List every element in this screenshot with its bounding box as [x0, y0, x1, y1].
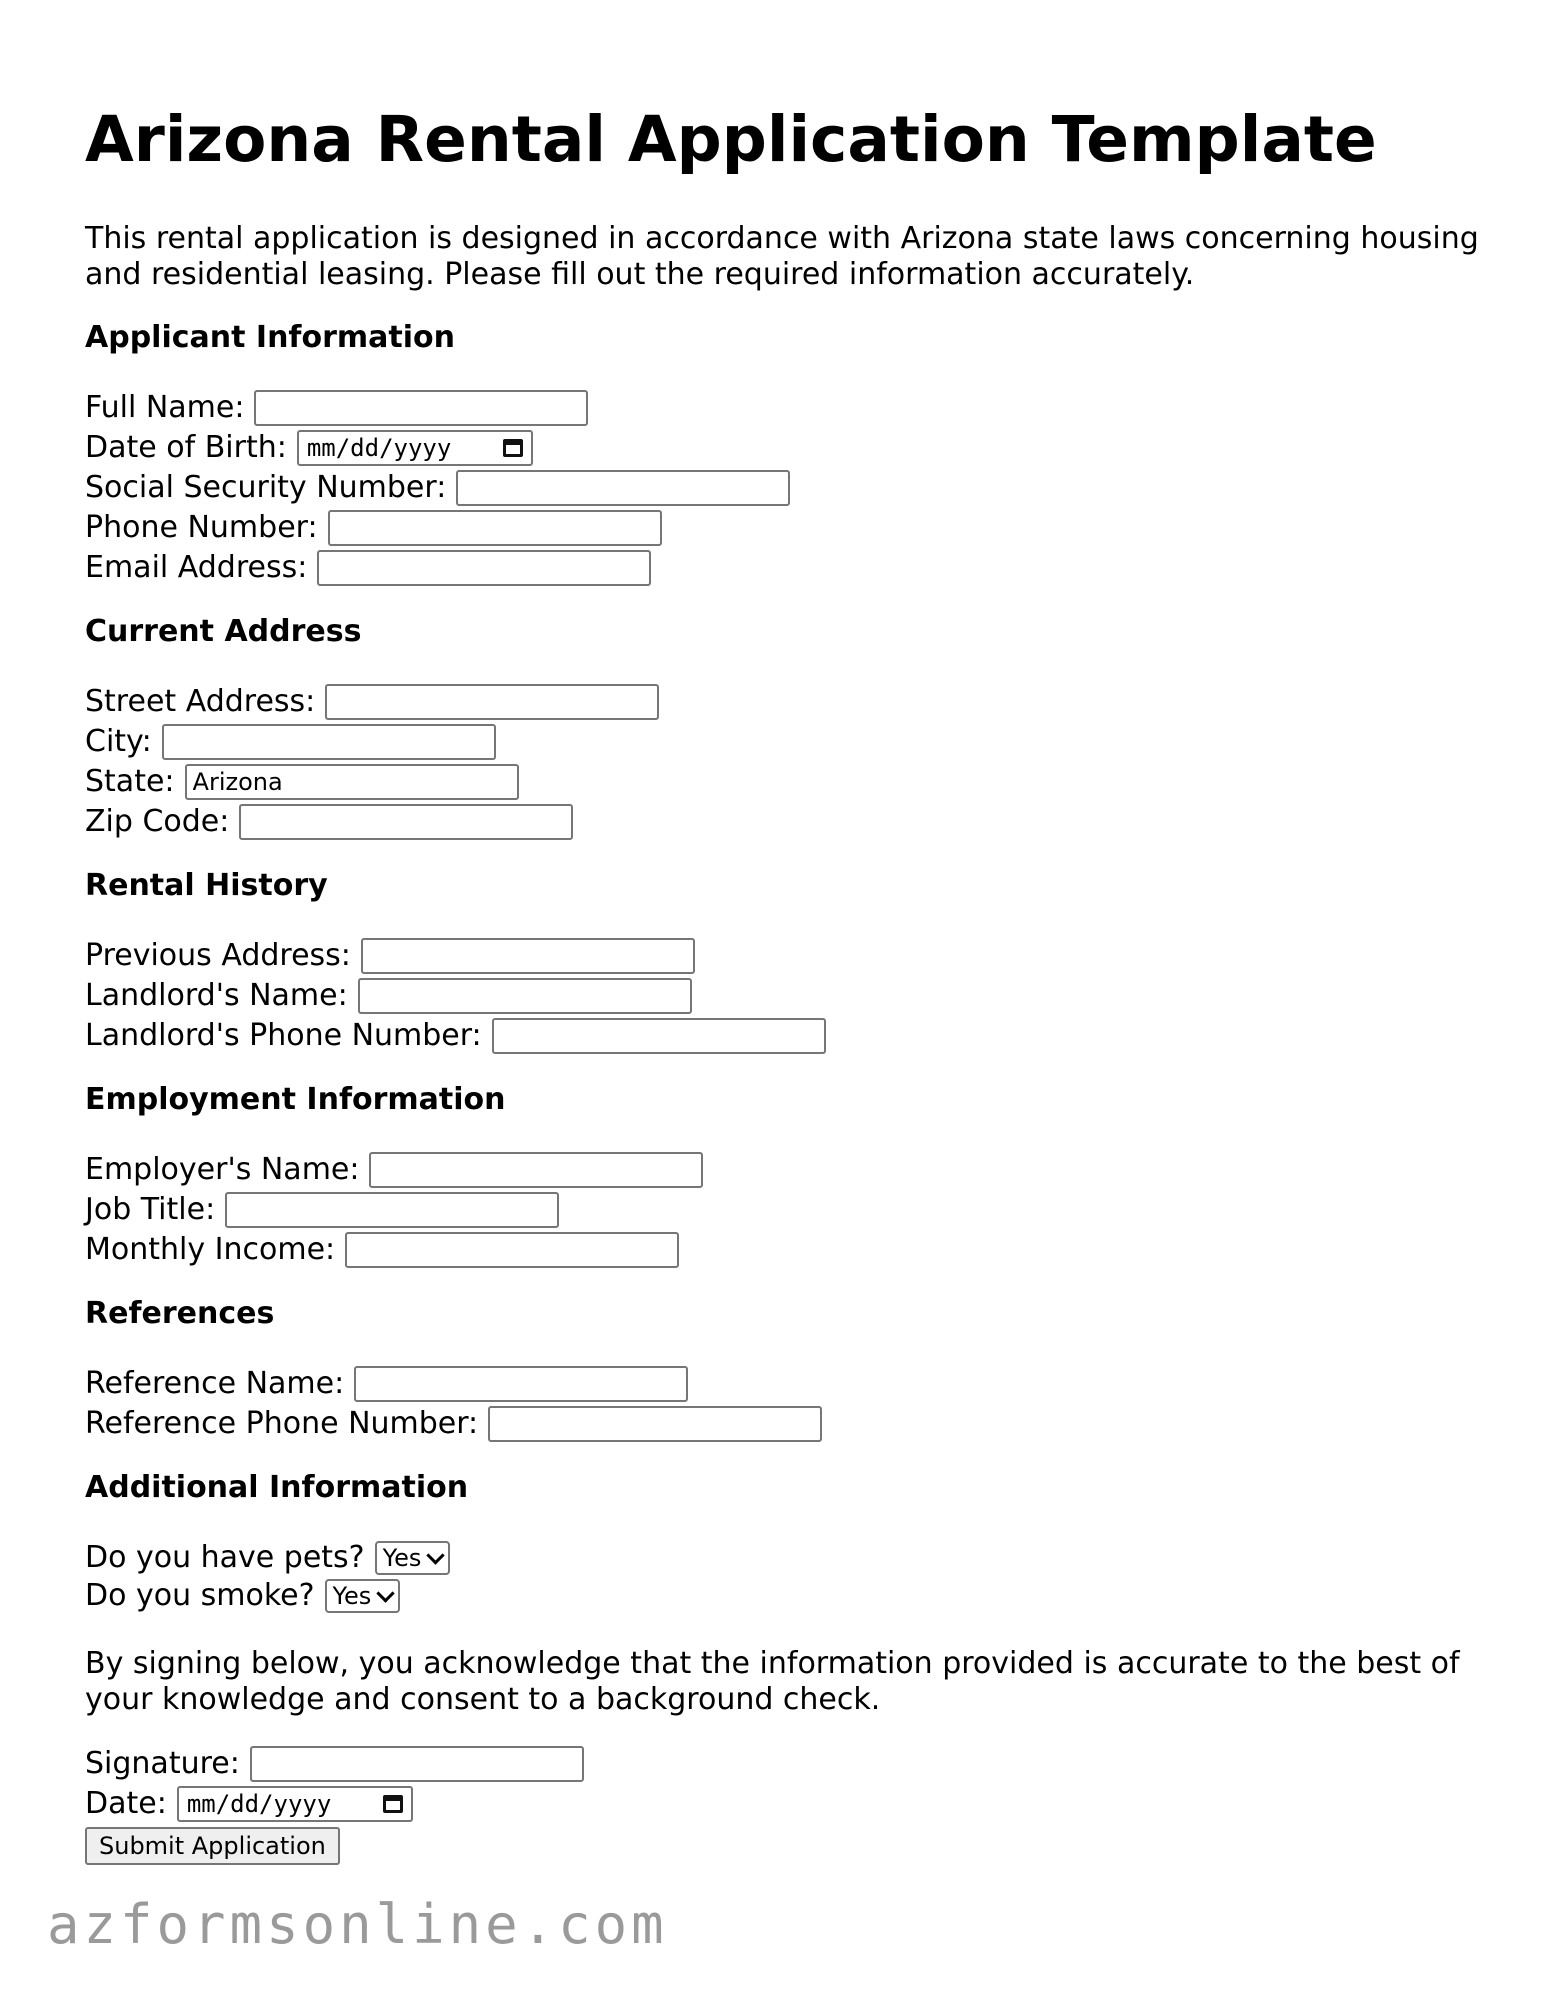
employer-row: [85, 1150, 703, 1190]
job-title-row: [85, 1190, 559, 1230]
submit-button[interactable]: Submit Application: [85, 1827, 340, 1865]
calendar-icon[interactable]: [503, 439, 523, 457]
state-input[interactable]: [185, 764, 519, 800]
date-placeholder: mm/dd/yyyy: [186, 1790, 332, 1818]
landlord-name-label: Landlord's Name:: [85, 978, 348, 1013]
phone-input[interactable]: [328, 510, 662, 546]
landlord-name-input[interactable]: [358, 978, 692, 1014]
email-label: Email Address:: [85, 550, 308, 585]
email-row: [85, 548, 651, 588]
reference-phone-label: Reference Phone Number:: [85, 1406, 479, 1441]
pets-label: Do you have pets?: [85, 1540, 365, 1575]
landlord-name-row: [85, 976, 692, 1016]
employment-heading: Employment Information: [85, 1082, 506, 1117]
ssn-label: Social Security Number:: [85, 470, 447, 505]
full-name-row: [85, 388, 588, 428]
employer-input[interactable]: [369, 1152, 703, 1188]
dob-label: Date of Birth:: [85, 430, 287, 465]
page-title: Arizona Rental Application Template: [85, 103, 1377, 176]
street-label: Street Address:: [85, 684, 316, 719]
current-address-heading: Current Address: [85, 614, 362, 649]
ssn-row: [85, 468, 790, 508]
city-input[interactable]: [162, 724, 496, 760]
signature-label: Signature:: [85, 1746, 240, 1781]
pets-select[interactable]: [375, 1541, 451, 1575]
signature-row: [85, 1744, 584, 1784]
job-title-input[interactable]: [225, 1192, 559, 1228]
state-label: State:: [85, 764, 175, 799]
zip-label: Zip Code:: [85, 804, 230, 839]
smoke-label: Do you smoke?: [85, 1578, 315, 1613]
job-title-label: Job Title:: [85, 1192, 216, 1227]
intro-text: This rental application is designed in accordance with Arizona state laws concerning housing and residential leasing. Please fill out the required information accurately.: [85, 221, 1479, 292]
date-input[interactable]: [177, 1786, 413, 1822]
date-row: [85, 1784, 413, 1824]
dob-input[interactable]: [297, 430, 533, 466]
reference-name-input[interactable]: [354, 1366, 688, 1402]
previous-address-row: [85, 936, 695, 976]
reference-name-row: [85, 1364, 688, 1404]
full-name-label: Full Name:: [85, 390, 245, 425]
employer-label: Employer's Name:: [85, 1152, 360, 1187]
previous-address-input[interactable]: [361, 938, 695, 974]
street-row: [85, 682, 659, 722]
income-row: [85, 1230, 679, 1270]
chevron-down-icon: [427, 1546, 445, 1564]
references-heading: References: [85, 1296, 275, 1331]
chevron-down-icon: [377, 1584, 395, 1602]
dob-row: [85, 428, 533, 468]
smoke-select[interactable]: [325, 1579, 401, 1613]
watermark: azformsonline.com: [47, 1893, 668, 1956]
reference-phone-input[interactable]: [488, 1406, 822, 1442]
email-input[interactable]: [317, 550, 651, 586]
acknowledgement-text: By signing below, you acknowledge that the information provided is accurate to the best of your knowledge and consent to a background check.: [85, 1646, 1460, 1717]
phone-label: Phone Number:: [85, 510, 318, 545]
applicant-heading: Applicant Information: [85, 320, 455, 355]
city-row: [85, 722, 496, 762]
phone-row: [85, 508, 662, 548]
landlord-phone-row: [85, 1016, 826, 1056]
smoke-selected-value: Yes: [332, 1582, 372, 1610]
additional-heading: Additional Information: [85, 1470, 469, 1505]
dob-placeholder: mm/dd/yyyy: [306, 434, 452, 462]
smoke-row: [85, 1576, 400, 1616]
landlord-phone-input[interactable]: [492, 1018, 826, 1054]
state-row: [85, 762, 519, 802]
calendar-icon[interactable]: [383, 1795, 403, 1813]
pets-selected-value: Yes: [382, 1544, 422, 1572]
city-label: City:: [85, 724, 152, 759]
rental-history-heading: Rental History: [85, 868, 328, 903]
street-input[interactable]: [325, 684, 659, 720]
date-label: Date:: [85, 1786, 167, 1821]
pets-row: [85, 1538, 450, 1578]
landlord-phone-label: Landlord's Phone Number:: [85, 1018, 482, 1053]
reference-phone-row: [85, 1404, 822, 1444]
zip-row: [85, 802, 573, 842]
income-input[interactable]: [345, 1232, 679, 1268]
zip-input[interactable]: [239, 804, 573, 840]
full-name-input[interactable]: [254, 390, 588, 426]
ssn-input[interactable]: [456, 470, 790, 506]
reference-name-label: Reference Name:: [85, 1366, 345, 1401]
previous-address-label: Previous Address:: [85, 938, 351, 973]
signature-input[interactable]: [250, 1746, 584, 1782]
income-label: Monthly Income:: [85, 1232, 336, 1267]
